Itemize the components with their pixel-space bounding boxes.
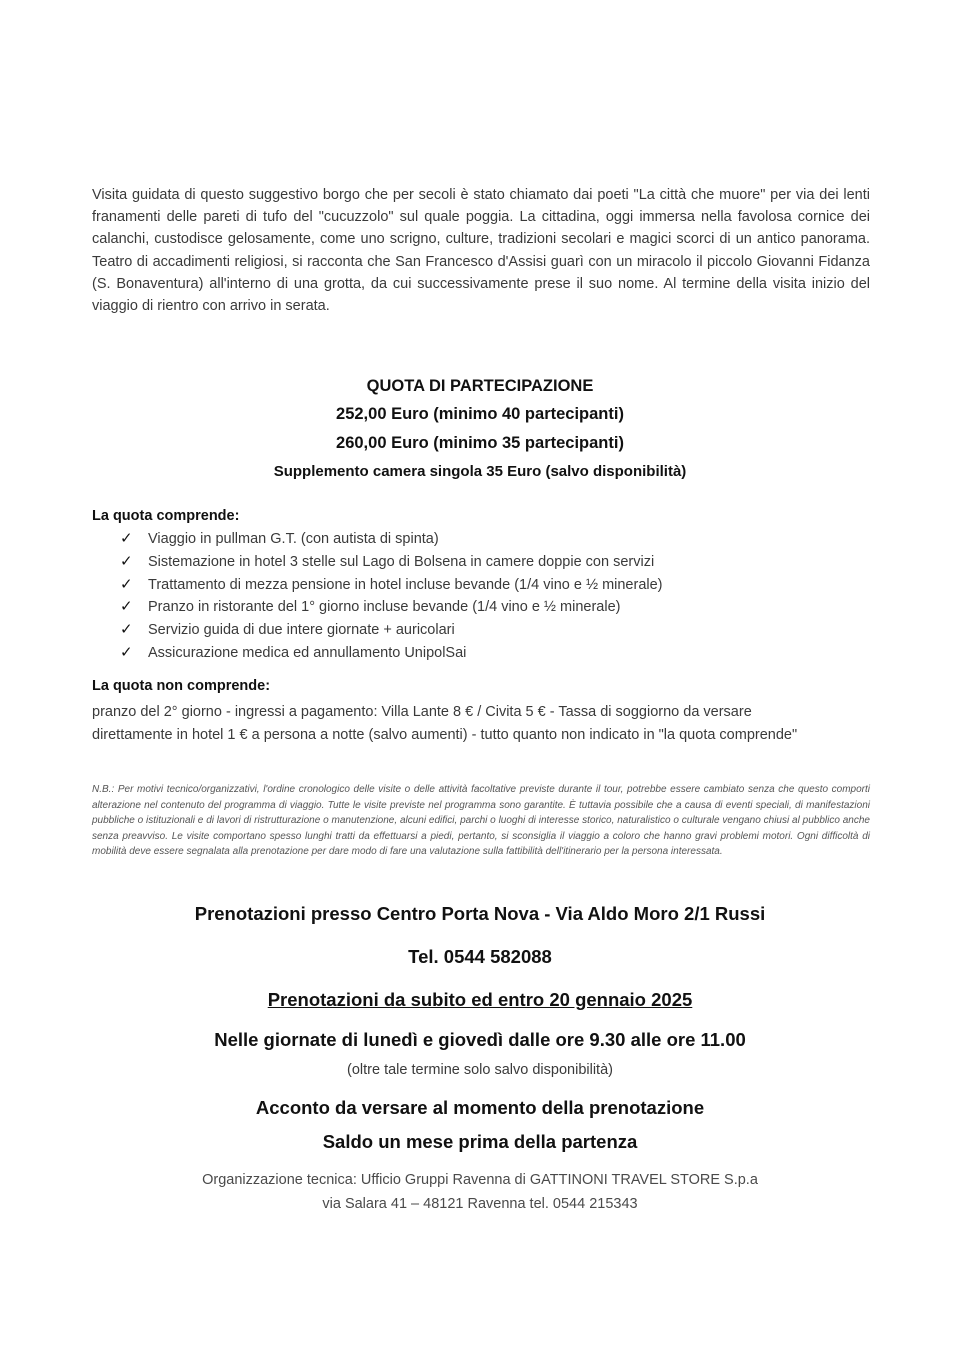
list-item-text: Sistemazione in hotel 3 stelle sul Lago di Bolsena in camere doppie con servizi [148,553,655,570]
booking-balance: Saldo un mese prima della partenza [322,1131,638,1152]
organizer-line-2: via Salara 41 – 48121 Ravenna tel. 0544 215343 [322,1196,638,1212]
list-item-text: Viaggio in pullman G.T. (con autista di spinta) [148,531,439,547]
list-item [120,528,663,551]
booking-phone: Tel. 0544 582088 [408,946,552,967]
check-icon: ✓ [120,643,133,661]
list-item-text: Pranzo in ristorante del 1° giorno incluse bevande (1/4 vino e ½ minerale) [148,599,621,616]
organizer-line-1: Organizzazione tecnica: Ufficio Gruppi Ravenna di GATTINONI TRAVEL STORE S.p.a [202,1172,758,1188]
quota-price-35: 260,00 Euro (minimo 35 partecipanti) [336,434,624,452]
list-item [120,619,663,642]
single-room-supplement: Supplemento camera singola 35 Euro (salvo disponibilità) [273,463,687,480]
quota-title: QUOTA DI PARTECIPAZIONE [366,377,594,395]
list-item [120,551,663,574]
excludes-text: pranzo del 2° giorno - ingressi a pagamento: Villa Lante 8 € / Civita 5 € - Tassa di soggiorno da versare direttamente in hotel 1 € a persona a notte (salvo aumenti) - tutto quanto non indicato in "la quota comprende" [92,704,798,743]
check-icon: ✓ [120,575,133,593]
excludes-heading: La quota non comprende: [92,678,271,694]
list-item-text: Assicurazione medica ed annullamento UnipolSai [148,644,467,661]
check-icon: ✓ [120,621,133,639]
booking-deposit: Acconto da versare al momento della prenotazione [255,1097,705,1118]
check-icon: ✓ [120,530,133,547]
includes-list [120,528,663,665]
includes-heading: La quota comprende: [92,508,240,524]
check-icon: ✓ [120,598,133,616]
booking-note: (oltre tale termine solo salvo disponibilità) [347,1062,613,1078]
quota-price-40: 252,00 Euro (minimo 40 partecipanti) [336,405,624,423]
check-icon: ✓ [120,552,133,570]
list-item-text: Servizio guida di due intere giornate + auricolari [148,622,455,639]
list-item [120,596,663,619]
list-item [120,574,663,597]
list-item-text: Trattamento di mezza pensione in hotel incluse bevande (1/4 vino e ½ minerale) [148,576,663,593]
booking-deadline: Prenotazioni da subito ed entro 20 gennaio 2025 [267,989,693,1010]
booking-hours: Nelle giornate di lunedì e giovedì dalle ore 9.30 alle ore 11.00 [214,1029,746,1050]
booking-location: Prenotazioni presso Centro Porta Nova - Via Aldo Moro 2/1 Russi [194,903,766,924]
nb-disclaimer: N.B.: Per motivi tecnico/organizzativi, l'ordine cronologico delle visite o delle attività facoltative previste durante il tour, potrebbe essere cambiato senza che questo comporti alterazione nel contenuto del programma di viaggio. Tutte le visite previste nel programma sono garantite. È tuttavia possibile che a causa di eventi speciali, di manifestazioni pubbliche o istituzionali e di lavori di ristrutturazione o manutenzione, alcuni edifici, parchi o luoghi di interesse storico, naturalistico o culturale vengano chiusi al pubblico anche senza preavviso. Le visite comportano spesso lunghi tratti da effettuarsi a piedi, pertanto, si sconsiglia il viaggio a coloro che hanno gravi problemi motori. Ogni difficoltà di mobilità deve essere segnalata alla prenotazione per dare modo di fare una valutazione sulla fattibilità dell'itinerario per la persona interessata. [92,784,870,858]
intro-paragraph: Visita guidata di questo suggestivo borgo che per secoli è stato chiamato dai poeti "La città che muore" per via dei lenti franamenti delle pareti di tufo del "cucuzzolo" sul quale poggia. La cittadina, oggi immersa nella favolosa cornice dei calanchi, custodisce gelosamente, come uno scrigno, culture, tradizioni secolari e magici scorci di un antico panorama. Teatro di accadimenti religiosi, si racconta che San Francesco d'Assisi guarì con un miracolo il piccolo Giovanni Fidanza (S. Bonaventura) all'interno di una grotta, da cui successivamente prese il suo nome. Al termine della visita inizio del viaggio di rientro con arrivo in serata. [92,187,870,315]
list-item [120,642,663,665]
